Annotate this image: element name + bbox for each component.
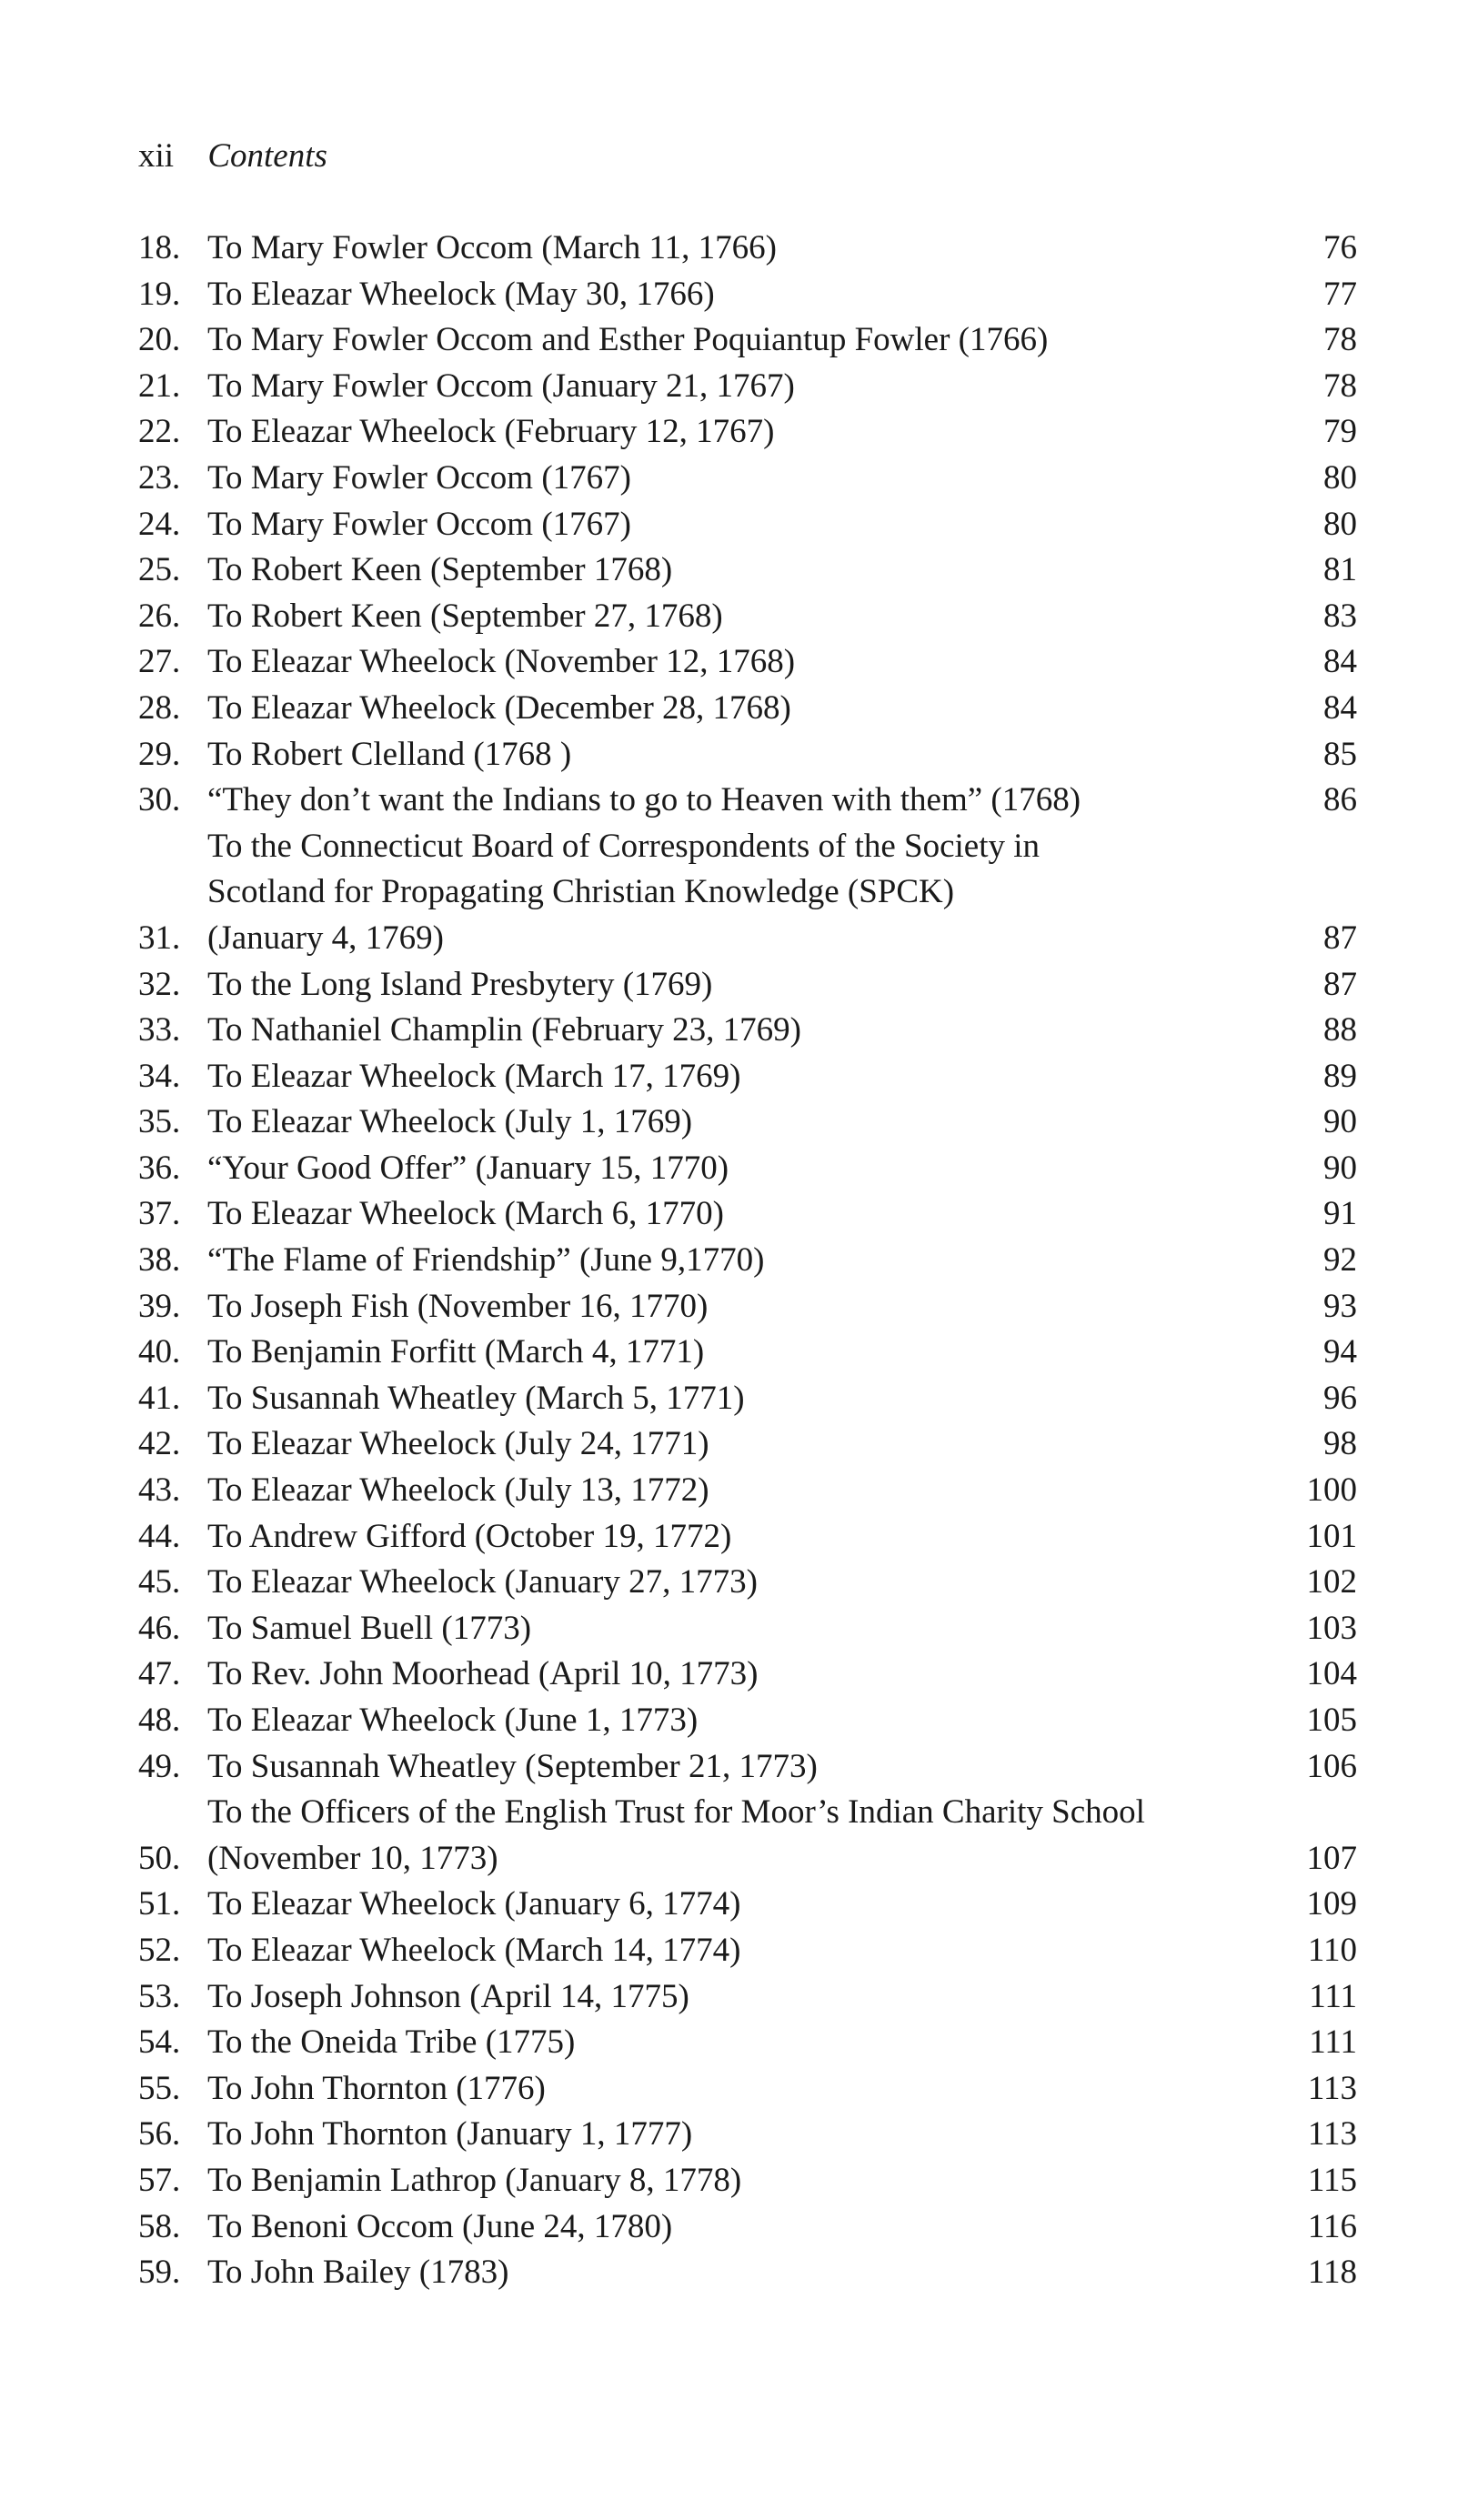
page-header [138,135,327,178]
entry-page-number: 104 [1306,1655,1357,1693]
toc-entry [138,1928,1357,1974]
entry-title-line: To John Thornton (January 1, 1777) [207,2115,693,2154]
entry-title [207,2020,1275,2066]
entry-title [207,1790,1275,1882]
entry-page-number: 92 [1323,1241,1357,1280]
entry-title-line: To Joseph Johnson (April 14, 1775) [207,1977,689,2015]
entry-page-number: 103 [1306,1609,1357,1647]
entry-title [207,317,1275,364]
entry-title-line: To Benjamin Lathrop (January 8, 1778) [207,2161,742,2199]
entry-title-line: To Eleazar Wheelock (February 12, 1767) [207,413,775,451]
toc-entry [138,1330,1357,1376]
toc-entry [138,502,1357,548]
entry-title [207,2112,1275,2158]
entry-title-line: “The Flame of Friendship” (June 9,1770) [207,1241,765,1280]
entry-title [207,547,1275,594]
toc-entry [138,1238,1357,1284]
entry-title [207,824,1275,962]
running-title: Contents [207,137,327,175]
entry-page-number: 87 [1323,919,1357,957]
entry-number: 56. [138,2115,181,2154]
entry-number: 57. [138,2161,181,2199]
toc-entry [138,1284,1357,1330]
entry-page-number: 110 [1307,1931,1357,1969]
entry-title-line: To Eleazar Wheelock (March 6, 1770) [207,1195,724,1233]
entry-number: 53. [138,1977,181,2015]
entry-page-number: 102 [1306,1563,1357,1601]
toc-entry [138,2066,1357,2113]
entry-title [207,732,1275,778]
entry-page-number: 111 [1309,2023,1357,2062]
entry-title [207,502,1275,548]
entry-title-line: To John Bailey (1783) [207,2254,509,2292]
toc-entry [138,2204,1357,2251]
entry-title-line: To Eleazar Wheelock (July 24, 1771) [207,1425,709,1463]
entry-page-number: 109 [1306,1885,1357,1923]
entry-number: 42. [138,1425,181,1463]
entry-title-line: To Eleazar Wheelock (July 13, 1772) [207,1471,709,1510]
entry-page-number: 106 [1306,1747,1357,1785]
entry-title-line: To Benjamin Forfitt (March 4, 1771) [207,1333,705,1371]
toc-entry [138,732,1357,778]
toc-entry [138,2250,1357,2296]
toc-entry [138,594,1357,640]
toc-entry [138,547,1357,594]
entry-page-number: 89 [1323,1057,1357,1095]
entry-page-number: 78 [1323,321,1357,359]
entry-title [207,778,1275,824]
entry-number: 33. [138,1011,181,1049]
entry-title-line: To Joseph Fish (November 16, 1770) [207,1287,709,1325]
entry-title-line: “They don’t want the Indians to go to Heaven with them” (1768) [207,781,1081,819]
entry-number: 31. [138,919,181,957]
entry-number: 46. [138,1609,181,1647]
entry-title [207,1882,1275,1928]
entry-number: 49. [138,1747,181,1785]
entry-page-number: 115 [1307,2161,1357,2199]
entry-title-line: To Mary Fowler Occom (March 11, 1766) [207,229,777,266]
entry-page-number: 93 [1323,1287,1357,1325]
entry-title [207,2158,1275,2204]
toc-entry [138,409,1357,456]
toc-entry [138,272,1357,318]
toc-entry [138,1698,1357,1744]
entry-title [207,1054,1275,1100]
entry-title [207,686,1275,732]
entry-title [207,1376,1275,1422]
entry-title-line: To Mary Fowler Occom (January 21, 1767) [207,366,795,405]
entry-title-line: To the Oneida Tribe (1775) [207,2023,576,2062]
entry-title [207,594,1275,640]
toc-entry [138,1882,1357,1928]
entry-title-line: To Robert Clelland (1768 ) [207,735,572,773]
toc-entry [138,1652,1357,1698]
entry-page-number: 84 [1323,688,1357,727]
entry-number: 32. [138,965,181,1003]
entry-page-number: 86 [1323,781,1357,819]
entry-number: 54. [138,2023,181,2062]
table-of-contents [138,226,1357,2296]
toc-entry [138,226,1357,272]
entry-number: 26. [138,597,181,635]
entry-title [207,1928,1275,1974]
toc-entry [138,1054,1357,1100]
entry-number: 30. [138,781,181,819]
entry-number: 25. [138,551,181,589]
entry-page-number: 113 [1307,2069,1357,2107]
entry-title-line: To Susannah Wheatley (March 5, 1771) [207,1379,745,1417]
entry-page-number: 87 [1323,965,1357,1003]
entry-title [207,1606,1275,1652]
entry-page-number: 111 [1309,1977,1357,2015]
entry-page-number: 78 [1323,366,1357,405]
entry-page-number: 81 [1323,551,1357,589]
entry-title-line: (January 4, 1769) [207,919,444,957]
entry-number: 22. [138,413,181,451]
entry-page-number: 94 [1323,1333,1357,1371]
entry-number: 50. [138,1839,181,1877]
toc-entry [138,2158,1357,2204]
entry-title [207,272,1275,318]
entry-number: 55. [138,2069,181,2107]
entry-number: 19. [138,275,181,313]
entry-title-line: To Eleazar Wheelock (May 30, 1766) [207,275,715,313]
entry-title [207,1330,1275,1376]
entry-title-line: To Robert Keen (September 1768) [207,551,673,589]
toc-entry [138,2020,1357,2066]
toc-entry [138,1468,1357,1514]
entry-number: 24. [138,505,181,543]
entry-title-line: (November 10, 1773) [207,1839,498,1877]
toc-entry [138,1606,1357,1652]
entry-title-line: To Eleazar Wheelock (July 1, 1769) [207,1103,693,1141]
entry-title-line: To Eleazar Wheelock (January 6, 1774) [207,1885,741,1923]
toc-entry [138,778,1357,824]
entry-title [207,2250,1275,2296]
entry-title-line: To Eleazar Wheelock (March 17, 1769) [207,1057,741,1095]
entry-number: 23. [138,458,181,497]
entry-page-number: 84 [1323,643,1357,681]
entry-title [207,226,1275,272]
entry-title [207,1744,1275,1791]
toc-entry [138,1421,1357,1468]
entry-number: 43. [138,1471,181,1510]
entry-page-number: 91 [1323,1195,1357,1233]
entry-title [207,639,1275,686]
entry-number: 37. [138,1195,181,1233]
toc-entry [138,2112,1357,2158]
entry-page-number: 98 [1323,1425,1357,1463]
entry-title-line: Scotland for Propagating Christian Knowledge (SPCK) [207,873,955,911]
entry-title [207,1146,1275,1192]
entry-title [207,2066,1275,2113]
entry-number: 21. [138,366,181,405]
entry-number: 52. [138,1931,181,1969]
toc-entry [138,1974,1357,2021]
entry-title-line: To Benoni Occom (June 24, 1780) [207,2207,673,2245]
entry-title [207,962,1275,1009]
entry-title [207,1468,1275,1514]
entry-title-line: “Your Good Offer” (January 15, 1770) [207,1149,729,1187]
entry-page-number: 83 [1323,597,1357,635]
entry-page-number: 101 [1306,1517,1357,1555]
entry-title [207,1238,1275,1284]
entry-title-line: To John Thornton (1776) [207,2069,546,2107]
entry-title [207,2204,1275,2251]
entry-title-line: To Eleazar Wheelock (January 27, 1773) [207,1563,758,1601]
entry-title [207,1191,1275,1238]
entry-number: 40. [138,1333,181,1371]
entry-title-line: To Susannah Wheatley (September 21, 1773) [207,1747,818,1785]
entry-page-number: 76 [1323,229,1357,266]
toc-entry [138,824,1357,962]
entry-number: 41. [138,1379,181,1417]
entry-number: 58. [138,2207,181,2245]
toc-entry [138,364,1357,410]
entry-title-line: To the Officers of the English Trust for Moor’s Indian Charity School [207,1793,1145,1832]
entry-number: 27. [138,643,181,681]
entry-number: 51. [138,1885,181,1923]
entry-page-number: 96 [1323,1379,1357,1417]
entry-number: 34. [138,1057,181,1095]
toc-entry [138,1376,1357,1422]
entry-page-number: 88 [1323,1011,1357,1049]
toc-entry [138,1744,1357,1791]
entry-number: 39. [138,1287,181,1325]
toc-entry [138,1790,1357,1882]
toc-entry [138,1099,1357,1146]
entry-page-number: 113 [1307,2115,1357,2154]
entry-title [207,1421,1275,1468]
entry-page-number: 107 [1306,1839,1357,1877]
entry-title-line: To Samuel Buell (1773) [207,1609,532,1647]
entry-title [207,364,1275,410]
entry-page-number: 80 [1323,458,1357,497]
entry-number: 35. [138,1103,181,1141]
entry-title-line: To Mary Fowler Occom and Esther Poquiantup Fowler (1766) [207,321,1049,359]
toc-entry [138,317,1357,364]
page-folio: xii [138,137,175,175]
toc-entry [138,962,1357,1009]
toc-entry [138,1008,1357,1054]
entry-page-number: 116 [1307,2207,1357,2245]
toc-entry [138,1560,1357,1606]
entry-title [207,1652,1275,1698]
entry-page-number: 80 [1323,505,1357,543]
entry-number: 48. [138,1702,181,1739]
entry-page-number: 90 [1323,1149,1357,1187]
entry-title [207,1698,1275,1744]
entry-title-line: To the Long Island Presbytery (1769) [207,965,713,1003]
entry-title-line: To Robert Keen (September 27, 1768) [207,597,723,635]
entry-title-line: To the Connecticut Board of Correspondents of the Society in [207,827,1041,865]
entry-title-line: To Andrew Gifford (October 19, 1772) [207,1517,732,1555]
entry-number: 28. [138,688,181,727]
entry-title [207,409,1275,456]
entry-title-line: To Nathaniel Champlin (February 23, 1769) [207,1011,801,1049]
entry-number: 18. [138,229,181,266]
entry-title-line: To Eleazar Wheelock (March 14, 1774) [207,1931,741,1969]
entry-number: 29. [138,735,181,773]
entry-page-number: 105 [1306,1702,1357,1739]
entry-number: 20. [138,321,181,359]
entry-page-number: 118 [1307,2254,1357,2292]
entry-page-number: 77 [1323,275,1357,313]
toc-entry [138,639,1357,686]
entry-page-number: 90 [1323,1103,1357,1141]
entry-title-line: To Eleazar Wheelock (November 12, 1768) [207,643,796,681]
entry-title [207,1099,1275,1146]
entry-number: 59. [138,2254,181,2292]
entry-title [207,1008,1275,1054]
entry-number: 44. [138,1517,181,1555]
entry-title-line: To Mary Fowler Occom (1767) [207,458,631,497]
entry-number: 47. [138,1655,181,1693]
entry-number: 36. [138,1149,181,1187]
toc-entry [138,1191,1357,1238]
entry-title [207,1974,1275,2021]
toc-entry [138,456,1357,502]
entry-page-number: 85 [1323,735,1357,773]
entry-page-number: 79 [1323,413,1357,451]
entry-number: 45. [138,1563,181,1601]
toc-entry [138,686,1357,732]
entry-title [207,1514,1275,1561]
toc-entry [138,1514,1357,1561]
entry-title-line: To Eleazar Wheelock (December 28, 1768) [207,688,791,727]
entry-title-line: To Mary Fowler Occom (1767) [207,505,631,543]
entry-title-line: To Rev. John Moorhead (April 10, 1773) [207,1655,759,1693]
entry-title-line: To Eleazar Wheelock (June 1, 1773) [207,1702,699,1739]
entry-number: 38. [138,1241,181,1280]
toc-entry [138,1146,1357,1192]
entry-title [207,1284,1275,1330]
entry-page-number: 100 [1306,1471,1357,1510]
entry-title [207,1560,1275,1606]
entry-title [207,456,1275,502]
